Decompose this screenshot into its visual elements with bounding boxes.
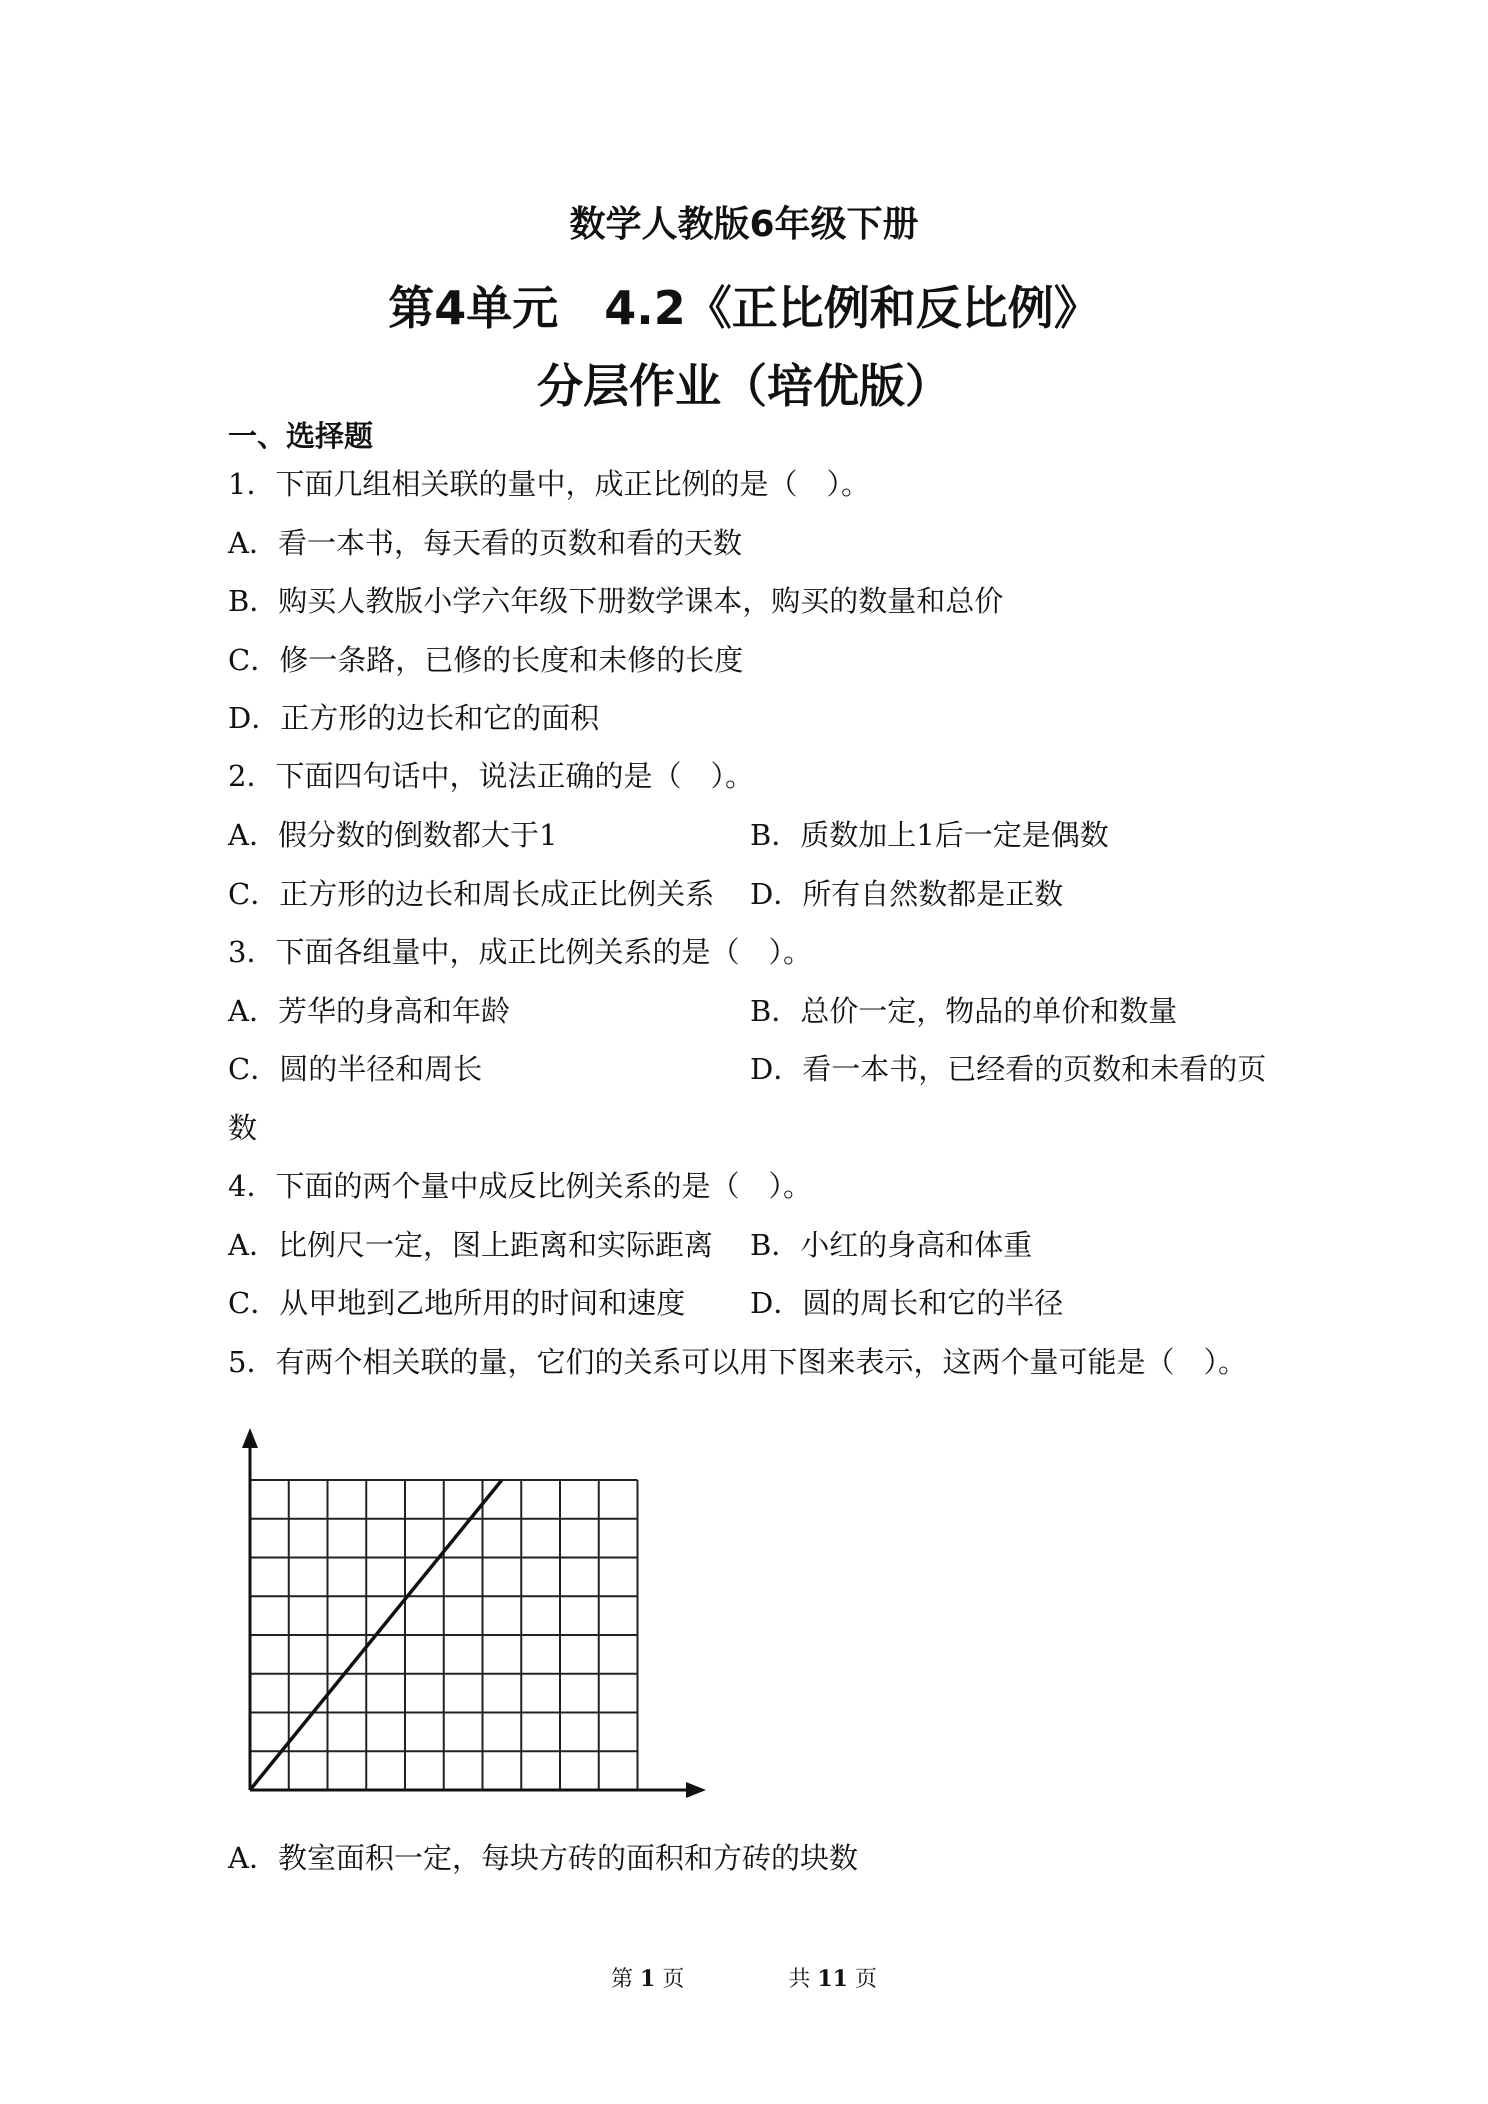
- question-1-option-d: D．正方形的边长和它的面积: [228, 701, 600, 735]
- question-5-stem: 5．有两个相关联的量，它们的关系可以用下图来表示，这两个量可能是（ ）。: [228, 1345, 1247, 1379]
- x-axis-arrow: [686, 1782, 706, 1798]
- doc-title: 数学人教版6年级下册: [569, 204, 919, 245]
- graph-grid: [250, 1480, 638, 1790]
- total-suffix: 页: [854, 1967, 877, 1992]
- question-1-option-b: B．购买人教版小学六年级下册数学课本，购买的数量和总价: [228, 584, 1004, 618]
- question-1-option-a: A．看一本书，每天看的页数和看的天数: [228, 526, 742, 560]
- question-1-stem: 1．下面几组相关联的量中，成正比例的是（ ）。: [228, 467, 870, 501]
- question-3-option-a: A．芳华的身高和年龄: [228, 994, 510, 1028]
- homework-title: 分层作业（培优版）: [537, 359, 951, 413]
- proportion-graph: [232, 1424, 712, 1814]
- question-3-option-b: B．总价一定，物品的单价和数量: [750, 994, 1178, 1028]
- page-suffix: 页: [662, 1967, 685, 1992]
- unit-title: 第4单元 4.2《正比例和反比例》: [388, 281, 1100, 335]
- question-4-option-c: C．从甲地到乙地所用的时间和速度: [228, 1286, 686, 1320]
- question-3-option-d: D．看一本书，已经看的页数和未看的页: [750, 1052, 1267, 1086]
- question-2-option-a: A．假分数的倒数都大于1: [228, 818, 558, 852]
- question-4-stem: 4．下面的两个量中成反比例关系的是（ ）。: [228, 1169, 812, 1203]
- question-2-option-d: D．所有自然数都是正数: [750, 877, 1064, 911]
- total-pages: 11: [817, 1966, 848, 1992]
- question-1-option-c: C．修一条路，已修的长度和未修的长度: [228, 643, 744, 677]
- question-3-stem: 3．下面各组量中，成正比例关系的是（ ）。: [228, 935, 812, 969]
- question-4-option-b: B．小红的身高和体重: [750, 1228, 1033, 1262]
- section-heading: 一、选择题: [228, 419, 374, 453]
- question-5-option-a: A．教室面积一定，每块方砖的面积和方砖的块数: [228, 1841, 858, 1875]
- question-2-stem: 2．下面四句话中，说法正确的是（ ）。: [228, 759, 754, 793]
- total-prefix: 共: [788, 1967, 811, 1992]
- page-prefix: 第: [611, 1967, 634, 1992]
- question-2-option-b: B．质数加上1后一定是偶数: [750, 818, 1109, 852]
- question-2-option-c: C．正方形的边长和周长成正比例关系: [228, 877, 715, 911]
- question-4-option-d: D．圆的周长和它的半径: [750, 1286, 1064, 1320]
- question-4-option-a: A．比例尺一定，图上距离和实际距离: [228, 1228, 713, 1262]
- page-number: 1: [640, 1966, 656, 1992]
- page-footer: [0, 1962, 1488, 1993]
- question-3-option-c: C．圆的半径和周长: [228, 1052, 483, 1086]
- question-3-option-d-wrap: 数: [228, 1111, 258, 1145]
- y-axis-arrow: [242, 1428, 258, 1448]
